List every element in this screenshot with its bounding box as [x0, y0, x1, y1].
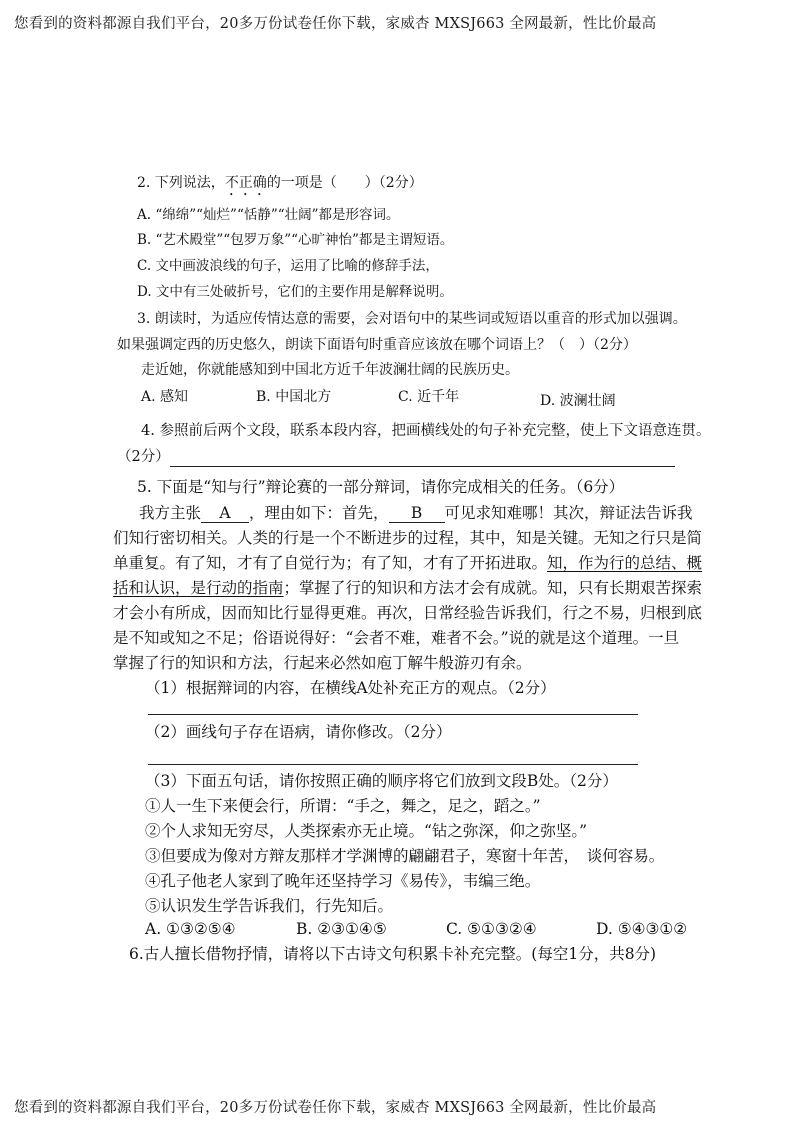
q5-para-mid: ，理由如下：首先， — [249, 504, 389, 522]
q5-sentence-1: ①人一生下来便会行，所谓：“手之，舞之，足之，蹈之。” — [145, 797, 541, 815]
q2-option-c: C. 文中画波浪线的句子，运用了比喻的修辞手法， — [137, 258, 439, 274]
q3-line1: 3. 朗读时，为适应传情达意的需要，会对语句中的某些词或短语以重音的形式加以强调。 — [137, 311, 687, 327]
q5-choice-d: D. ⑤④③①② — [596, 920, 688, 938]
q5-sentence-3: ③但要成为像对方辩友那样才学渊博的翩翩君子，寒窗十年苦， 谈何容易。 — [145, 847, 665, 865]
q2-stem-end: 的一项是（ ）（2分） — [266, 175, 423, 191]
q5-para-line3 — [113, 552, 702, 574]
q4-score: （2分） — [117, 449, 170, 465]
q5-sentence-4: ④孔子他老人家到了晚年还坚持学习《易传》，韦编三绝。 — [145, 872, 541, 890]
q5-blank-b[interactable]: B — [389, 504, 445, 523]
q5-sub1: （1）根据辩词的内容，在横线A处补充正方的观点。（2分） — [145, 679, 556, 697]
q3-sentence: 走近她，你就能感知到中国北方近千年波澜壮阔的民族历史。 — [141, 362, 519, 378]
q5-para-line2: 们知行密切相关。人类的行是一个不断进步的过程，其中，知是关键。无知之行只是简 — [113, 529, 703, 547]
q5-para-line3-text: 单重复。有了知，才有了自觉行为；有了知，才有了开拓进取。 — [113, 554, 548, 572]
q4-line1: 4. 参照前后两个文段，联系本段内容，把画横线处的句子补充完整，使上下文语意连贯。 — [141, 423, 711, 439]
bottom-banner: 您看到的资料都源自我们平台，20多万份试卷任你下载，家威杏 MXSJ663 全网最新，性比价最高 — [14, 1100, 657, 1116]
q3-option-a: A. 感知 — [141, 389, 189, 405]
q2-option-d: D. 文中有三处破折号，它们的主要作用是解释说明。 — [137, 284, 453, 300]
q5-para-start: 我方主张 — [139, 504, 202, 522]
q2-option-a: A. “绵绵”“灿烂”“恬静”“壮阔”都是形容词。 — [137, 207, 400, 223]
q5-para-line4 — [113, 577, 702, 599]
q5-choice-c: C. ⑤①③②④ — [446, 920, 537, 938]
q5-blank-a[interactable]: A — [201, 504, 249, 523]
q5-para-line5: 才会小有所成，因而知比行显得更难。再次，日常经验告诉我们，行之不易，归根到底 — [113, 604, 703, 622]
q5-para-line6: 是不知或知之不足；俗语说得好：“会者不难，难者不会。”说的就是这个道理。一旦 — [113, 629, 680, 647]
q4-answer-line[interactable] — [170, 466, 675, 467]
q2-stem-emphasis: 不正确 — [224, 175, 267, 191]
q5-sub3: （3）下面五句话，请你按照正确的顺序将它们放到文段B处。（2分） — [145, 772, 618, 790]
q2-stem — [137, 173, 423, 199]
q2-stem-start: 2. 下列说法， — [137, 175, 225, 191]
q5-para-line1 — [139, 502, 693, 524]
q5-para-line4-text: ；掌握了行的知识和方法才会有成就。知，只有长期艰苦探索 — [283, 579, 703, 597]
q5-sub1-answer-line[interactable] — [148, 714, 638, 715]
q5-title: 5. 下面是“知与行”辩论赛的一部分辩词，请你完成相关的任务。（6分） — [137, 478, 625, 496]
q3-option-c: C. 近千年 — [398, 389, 460, 405]
q5-sub2: （2）画线句子存在语病，请你修改。（2分） — [145, 723, 452, 741]
q5-sentence-2: ②个人求知无穷尽，人类探索亦无止境。“钻之弥深，仰之弥坚。” — [145, 822, 588, 840]
q2-option-b: B. “艺术殿堂”“包罗万象”“心旷神怡”都是主谓短语。 — [137, 232, 454, 248]
q5-para-end: 可见求知难哪！其次，辩证法告诉我 — [444, 504, 693, 522]
q5-underlined-sentence-part1: 知，作为行的总结、概 — [547, 554, 703, 572]
q3-option-d: D. 波澜壮阔 — [540, 393, 616, 409]
q3-option-b: B. 中国北方 — [256, 389, 332, 405]
q5-sub2-answer-line[interactable] — [148, 764, 638, 765]
q5-choice-b: B. ②③①④⑤ — [296, 920, 387, 938]
q5-choice-a: A. ①③②⑤④ — [145, 920, 236, 938]
q5-sentence-5: ⑤认识发生学告诉我们，行先知后。 — [145, 897, 394, 915]
q5-para-line7: 掌握了行的知识和方法，行起来必然如庖丁解牛般游刃有余。 — [113, 654, 532, 672]
q5-underlined-sentence-part2: 括和认识，是行动的指南 — [113, 579, 284, 597]
q6-line: 6.古人擅长借物抒情，请将以下古诗文句积累卡补充完整。(每空1分，共8分) — [129, 945, 657, 963]
q3-line2: 如果强调定西的历史悠久，朗读下面语句时重音应该放在哪个词语上？（ ）（2分） — [117, 337, 637, 353]
top-banner: 您看到的资料都源自我们平台，20多万份试卷任你下载，家威杏 MXSJ663 全网最新，性比价最高 — [14, 16, 657, 32]
